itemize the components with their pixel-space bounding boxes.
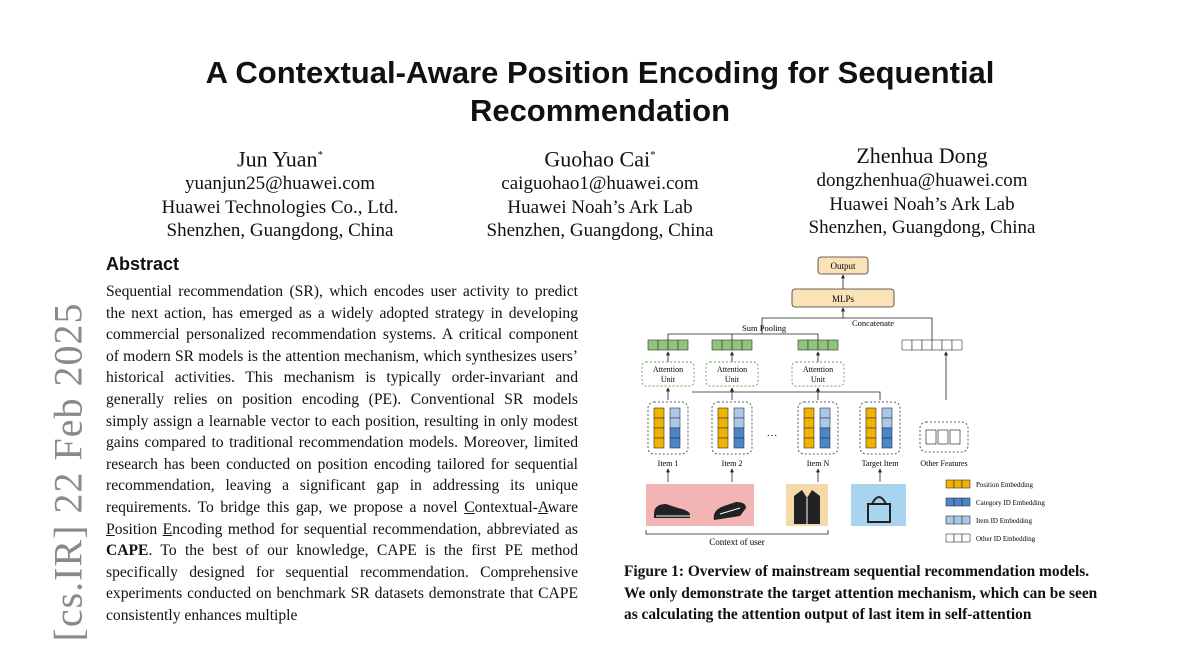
other-id-cell bbox=[938, 430, 948, 444]
author-location: Shenzhen, Guangdong, China bbox=[486, 220, 714, 242]
pooled-vector-cell bbox=[732, 340, 742, 350]
position-embedding-cell bbox=[654, 408, 664, 418]
legend-swatch bbox=[962, 534, 970, 542]
author-2 bbox=[460, 142, 740, 243]
pooled-vector-cell bbox=[658, 340, 668, 350]
pooled-vector-cell bbox=[668, 340, 678, 350]
context-label: Context of user bbox=[709, 537, 765, 547]
id-embedding-cell bbox=[820, 438, 830, 448]
id-embedding-cell bbox=[734, 438, 744, 448]
legend-label: Item ID Embedding bbox=[976, 517, 1032, 525]
output-label: Output bbox=[830, 261, 856, 271]
pooled-vector-cell bbox=[808, 340, 818, 350]
attention-unit-label: Attention bbox=[652, 365, 684, 374]
other-id-cell bbox=[926, 430, 936, 444]
id-embedding-cell bbox=[820, 408, 830, 418]
id-embedding-cell bbox=[670, 418, 680, 428]
arxiv-stamp: [cs.IR] 22 Feb 2025 bbox=[45, 302, 91, 642]
pooled-vector-cell bbox=[818, 340, 828, 350]
attention-unit-label: Unit bbox=[810, 375, 826, 384]
other-vector-cell bbox=[912, 340, 922, 350]
attention-unit-label: Attention bbox=[802, 365, 834, 374]
author-name: Jun Yuan bbox=[237, 146, 318, 172]
author-email: yuanjun25@huawei.com bbox=[184, 173, 376, 195]
item-label: Other Features bbox=[920, 459, 968, 468]
position-embedding-cell bbox=[718, 408, 728, 418]
author-affiliation: Huawei Technologies Co., Ltd. bbox=[161, 196, 399, 218]
author-location: Shenzhen, Guangdong, China bbox=[808, 217, 1036, 238]
paper-title: A Contextual-Aware Position Encoding for Sequential Recommendation bbox=[205, 55, 995, 128]
equal-contribution-mark: * bbox=[650, 149, 656, 161]
model-overview-figure bbox=[632, 252, 1045, 554]
legend-swatch bbox=[946, 534, 954, 542]
author-name: Zhenhua Dong bbox=[856, 143, 988, 168]
sum-pooling-label: Sum Pooling bbox=[742, 323, 787, 333]
author-email: caiguohao1@huawei.com bbox=[501, 173, 699, 195]
pooled-vector-cell bbox=[678, 340, 688, 350]
other-vector-cell bbox=[902, 340, 912, 350]
pooled-vector-cell bbox=[828, 340, 838, 350]
position-embedding-cell bbox=[804, 408, 814, 418]
pooled-vector-cell bbox=[648, 340, 658, 350]
mlps-label: MLPs bbox=[831, 294, 855, 304]
position-embedding-cell bbox=[804, 428, 814, 438]
legend-swatch bbox=[962, 516, 970, 524]
author-email: dongzhenhua@huawei.com bbox=[816, 170, 1028, 191]
legend-swatch bbox=[954, 480, 962, 488]
id-embedding-cell bbox=[882, 438, 892, 448]
abstract-body: Sequential recommendation (SR), which encodes user activity to predict the next action, has emerged as a widely adopted strategy in developing commercial personalized recommendation systems. A critical component of modern SR models is the attention mechanism, which synthesizes users’ historical activities. This mechanism is typically order-invariant and generally relies on position encoding (PE). Conventional SR models simply assign a learnable vector to each position, resulting in only modest gains compared to traditional recommendation models. Moreover, limited research has been conducted on position encoding tailored for sequential recommendation, leaving a significant gap in addressing its unique requirements. To bridge this gap, we propose a novel Contextual-Aware Position Encoding method for sequential recommendation, abbreviated as CAPE. To the best of our knowledge, CAPE is the first PE method specifically designed for sequential recommendation. Comprehensive experiments conducted on benchmark SR datasets demonstrate that CAPE consistently enhances multiple bbox=[106, 283, 578, 624]
legend-swatch bbox=[946, 480, 954, 488]
id-embedding-cell bbox=[734, 418, 744, 428]
legend-swatch bbox=[962, 480, 970, 488]
position-embedding-cell bbox=[866, 408, 876, 418]
item-label: Item 1 bbox=[657, 459, 679, 468]
position-embedding-cell bbox=[718, 438, 728, 448]
position-embedding-cell bbox=[866, 428, 876, 438]
legend-label: Other ID Embedding bbox=[976, 535, 1036, 543]
pooled-vector-cell bbox=[742, 340, 752, 350]
id-embedding-cell bbox=[670, 408, 680, 418]
position-embedding-cell bbox=[804, 438, 814, 448]
id-embedding-cell bbox=[882, 418, 892, 428]
id-embedding-cell bbox=[670, 428, 680, 438]
ellipsis: ··· bbox=[766, 430, 778, 442]
pooled-vector-cell bbox=[798, 340, 808, 350]
id-embedding-cell bbox=[820, 428, 830, 438]
abstract-heading: Abstract bbox=[106, 254, 180, 274]
cape-acronym: CAPE bbox=[106, 542, 149, 560]
position-embedding-cell bbox=[654, 418, 664, 428]
author-name: Guohao Cai bbox=[544, 146, 651, 172]
legend-swatch bbox=[954, 498, 962, 506]
other-vector-cell bbox=[932, 340, 942, 350]
id-embedding-cell bbox=[820, 418, 830, 428]
author-location: Shenzhen, Guangdong, China bbox=[166, 220, 394, 242]
legend-swatch bbox=[954, 534, 962, 542]
legend-swatch bbox=[962, 498, 970, 506]
pooled-vector-cell bbox=[722, 340, 732, 350]
position-embedding-cell bbox=[718, 428, 728, 438]
other-id-cell bbox=[950, 430, 960, 444]
other-vector-cell bbox=[952, 340, 962, 350]
other-vector-cell bbox=[942, 340, 952, 350]
id-embedding-cell bbox=[882, 408, 892, 418]
item-label: Item N bbox=[806, 459, 830, 468]
legend-swatch bbox=[946, 516, 954, 524]
position-embedding-cell bbox=[804, 418, 814, 428]
id-embedding-cell bbox=[734, 428, 744, 438]
attention-unit-label: Unit bbox=[660, 375, 676, 384]
legend-label: Position Embedding bbox=[976, 481, 1033, 489]
author-3 bbox=[782, 142, 1062, 240]
figure-caption: Figure 1: Overview of mainstream sequential recommendation models. We only demonstrate the target attention mechanism, which can be seen as calculating the attention output of last item in self-attention bbox=[624, 563, 1098, 623]
author-1 bbox=[140, 142, 420, 243]
attention-unit-label: Unit bbox=[724, 375, 740, 384]
pooled-vector-cell bbox=[712, 340, 722, 350]
item-label: Target Item bbox=[861, 459, 899, 468]
position-embedding-cell bbox=[654, 438, 664, 448]
id-embedding-cell bbox=[734, 408, 744, 418]
item-label: Item 2 bbox=[721, 459, 743, 468]
legend-label: Category ID Embedding bbox=[976, 499, 1045, 507]
id-embedding-cell bbox=[670, 438, 680, 448]
position-embedding-cell bbox=[718, 418, 728, 428]
author-affiliation: Huawei Noah’s Ark Lab bbox=[829, 193, 1015, 215]
equal-contribution-mark: * bbox=[317, 149, 323, 161]
other-vector-cell bbox=[922, 340, 932, 350]
legend-swatch bbox=[954, 516, 962, 524]
position-embedding-cell bbox=[866, 438, 876, 448]
attention-unit-label: Attention bbox=[716, 365, 748, 374]
position-embedding-cell bbox=[866, 418, 876, 428]
legend-swatch bbox=[946, 498, 954, 506]
id-embedding-cell bbox=[882, 428, 892, 438]
concatenate-label: Concatenate bbox=[852, 318, 895, 328]
position-embedding-cell bbox=[654, 428, 664, 438]
author-affiliation: Huawei Noah’s Ark Lab bbox=[507, 196, 693, 218]
